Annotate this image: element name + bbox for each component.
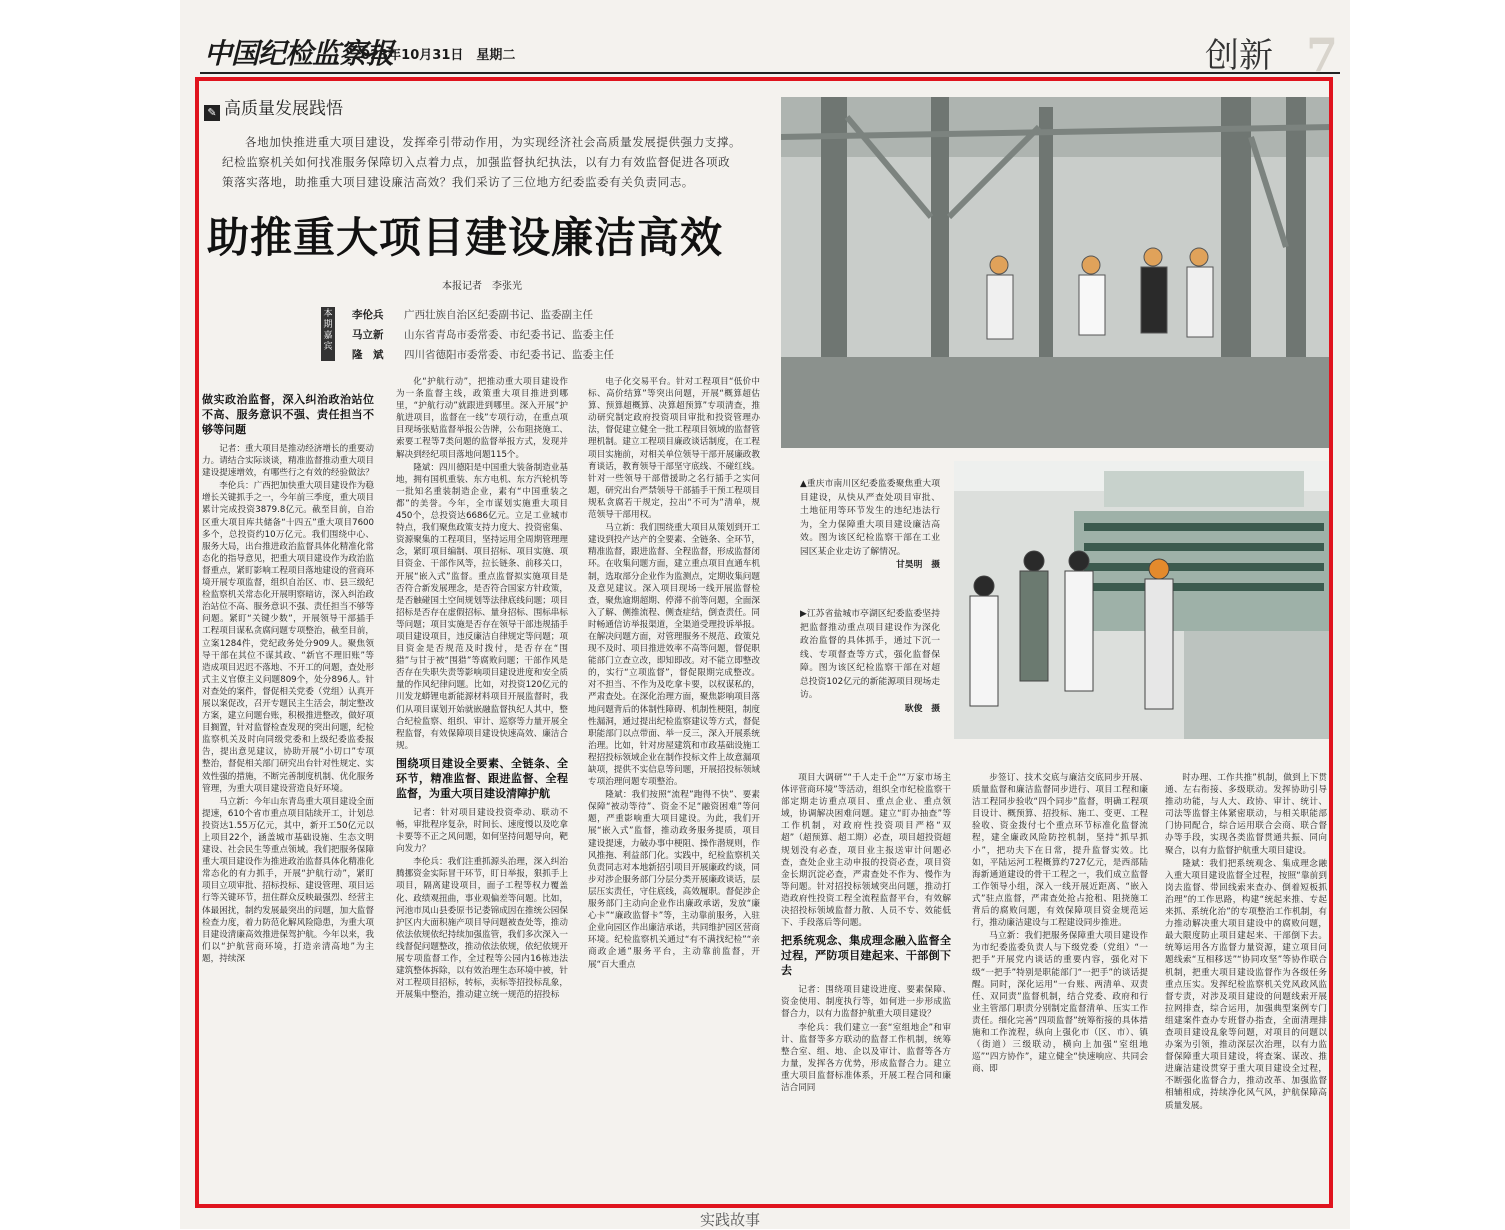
guest-name: 隆 斌 <box>352 349 384 361</box>
paragraph: 电子化交易平台。针对工程项目“低价中标、高价结算”等突出问题，开展“概算超估算、预算超概算、决算超预算”专项清查，推动研究制定政府投资项目审批和投资管理办法，督促建立健全一批工程项目领域的监督管理机制。建立工程项目廉政谈话制度，在工程项目实施前，对相关单位领导干部开展廉政教育谈话，教育领导干部坚守底线、不碰红线。针对一些领导干部借援助之名行插手之实问题，研究出台严禁领导干部插手干预工程项目规私贪腐若干规定，拉出“不可为”清单，规范领导干部用权。 <box>588 377 760 521</box>
paragraph: 隆斌：四川德阳是中国重大装备制造业基地，拥有国机重装、东方电机、东方汽轮机等一批知名重装制造企业，素有“中国重装之都”的美誉。今年，全市谋划实施重大项目450个，总投资达6686亿元。立足工业城市特点，我们聚焦政策支持力度大、投资密集、资源聚集的工程项目，坚持运用全周期管理理念，紧盯项目编制、项目招标、项目实施、项目资金、干部作风等，拉长链条、前移关口，开展“嵌入式”监督。重点监督拟实施项目是否符合新发展理念，是否符合国家方针政策，是否触碰国土空间规划等法律底线问题；项目招标是否存在虚假招标、量身招标、围标串标等问题；项目实施是否存在领导干部违规插手项目建设项目，违反廉洁自律规定等问题；项目资金是否规范及时拨付，是否存在“围猎”与甘于被“围猎”等腐败问题；干部作风是否存在失职失责等影响项目建设进度和安全质量的作风纪律问题。比如，对投资120亿元的川发龙蟒锂电新能源材料项目开展监督时，我们从项目谋划开始就嵌融监督执纪人其中，整合纪检监察、组织、审计、巡察等力量开展全程监督，有效保障项目建设快速高效、廉洁合规。 <box>396 462 568 751</box>
column-tag-label: 高质量发展践悟 <box>224 99 343 119</box>
caption-text: ▶江苏省盐城市亭湖区纪委监委坚持把监督推动重点项目建设作为深化政治监督的具体抓手，通过下沉一线、专项督查等方式，强化监督保障。图为该区纪检监察干部在对超总投资102亿元的新能源项目现场走访。 <box>800 609 940 700</box>
photo-credit: 耿俊 摄 <box>904 703 940 714</box>
byline: 本报记者 李张光 <box>442 281 522 292</box>
issue-date: 2023年10月31日 星期二 <box>352 48 516 63</box>
paragraph: 李伦兵：我们注重抓源头治理，深入纠治腾挪资金实际冒干环节，盯日举报，狠抓手上项目，隔离建设项目，面子工程等权力覆盖化、政绩观扭曲，事业观偏差等问题。比如，河池市凤山县委原书记娄锦成因在推统公园保护区内大面积施产项目导问题被查处等，推动依法依规依纪持续加强监管，我们多次深入一线督促问题整改，推动依法依规，依纪依规开展专项监督工作，全过程等公园内16栋违法建筑整体拆除，以有效治理生态环境中被，针对工程项目招标，转标，卖标等招投标乱象，开展集中整治，推动建立统一规范的招投标 <box>396 857 568 1001</box>
paragraph: 记者：针对项目建设投资牵动、联动不畅，审批程序复杂，时间长、速度慢以及吃拿卡要等不正之风问题，如何坚持问题导向，靶向发力？ <box>396 807 568 855</box>
paragraph: 步签订、技术交底与廉洁交底同步开展、质量监督和廉洁监督同步进行、项目工程和廉洁工程同步验收“四个同步”监督，明确工程项目设计、概预算、招投标、施工、变更、工程验收、资金拨付七个重点环节标准化监督流程，建全廉政风险防控机制，坚持“抓早抓小”，把功夫下在日常，提升监督实效。比如，平陆运河工程概算约727亿元，是西部陆海新通道建设的骨干工程之一，我们成立监督工作领导小组，深入一线开展近距离、“嵌入式”驻点监督，严肃查处抢占抢租、阻挠施工背后的腐败问题，有效保障项目资金规范运行，推动廉洁建设与工程建设同步推进。 <box>972 773 1148 929</box>
paragraph: 化“护航行动”，把推动重大项目建设作为一条监督主线，政策重大项目推进到哪里，“护航行动”就跟进到哪里。深入开展“护航进项目，监督在一线”专项行动，在重点项目现场张贴监督举报公告牌，公布阻挠施工、索要工程等7类问题的监督举报方式，发现并解决到经纪项目落地问题115个。 <box>396 377 568 460</box>
paragraph: 记者：重大项目是推动经济增长的重要动力。请结合实际谈谈，精准监督推动重大项目建设提速增效，有哪些行之有效的经验做法？ <box>202 444 374 479</box>
paragraph: 马立新：今年山东青岛重大项目建设全面提速，610个省市重点项目陆续开工，计划总投资达1.55万亿元，其中，新开工50亿元以上项目22个，涵盖城市基础设施、生态文明建设、社会民生等重点领域。我们把服务保障重大项目建设作为推进政治监督具体化精准化常态化的有力抓手，开展“护航行动”，紧盯项目立项审批、招标投标、建设管理、项目运行等关键环节，扭住群众反映最强烈、经营主体最困扰，制约发展最突出的问题，加大监督检查力度，着力防范化解风险隐患，为重大项目建设清廉高效推进保驾护航。今年以来，我们以“护航营商环境，打造亲清高地”为主题，持续深 <box>202 796 374 964</box>
paragraph: 马立新：我们把服务保障重大项目建设作为市纪委监委负责人与下级党委（党组）“一把手”开展党内谈话的重要内容，强化对下级“一把手”特别是职能部门“一把手”的谈话提醒。同时，深化运用“一台账、两清单、双责任、双同责”监督机制，结合党委、政府和行业主管部门职责分别制定监督清单、压实工作责任。细化完善“四项监督”统筹衔接的具体措施和工作流程，纵向上强化市（区、市）、镇（街道）三级联动，横向上加强“室组地巡”“四方协作”，建立健全“快速响应、共同会商、即 <box>972 931 1148 1075</box>
masthead <box>200 28 1340 82</box>
paragraph: 记者：围绕项目建设进度、要素保障、资金使用、制度执行等，如何进一步形成监督合力，以有力监督护航重大项目建设？ <box>781 985 951 1020</box>
caption-text: ▲重庆市南川区纪委监委聚焦重大项目建设，从快从严查处项目审批、土地征用等环节发生的违纪违法行为，全力保障重大项目建设廉洁高效。图为该区纪检监察干部在工业园区某企业走访了解情况。 <box>800 479 940 557</box>
section-subhead: 围绕项目建设全要素、全链条、全环节，精准监督、跟进监督、全程监督，为重大项目建设清障护航 <box>396 756 568 800</box>
highlight-frame <box>195 77 1333 1208</box>
photo-credit: 甘昊明 摄 <box>896 560 940 570</box>
column-icon: ✎ <box>204 105 220 121</box>
guests-label: 本期嘉宾 <box>321 307 335 361</box>
next-section-label: 实践故事 <box>700 1211 761 1229</box>
paragraph: 马立新：我们围绕重大项目从策划到开工建设到投产达产的全要素、全链条、全环节，精准监督，跟进监督、全程监督，形成监督闭环。在收集问题方面，建立重点项目直通车机制，选取部分企业作为监测点，定期收集问题及意见建议。深入项目现场一线开展监督检查，聚焦逾期超期、停滞不前等问题，全面深入了解、侧推流程、侧查症结，倒查责任。同时畅通信访举报渠道，全渠道受理投诉举报。在解决问题方面，对管理服务不规范、政策兑现不及时、项目推进效率不高等问题，督促职能部门立查立改，即知即改。对不能立即整改的，实行“立项监督”，督促限期完成整改。对不担当、不作为及吃拿卡要，以权谋私的，严肃查处。在深化治理方面，聚焦影响项目落地问题背后的体制性障碍、机制性梗阻，制度性漏洞，通过提出纪检监察建议等方式，督促职能部门以点带面、举一反三，深入开展系统治理。比如，针对房屋建筑和市政基础设施工程招投标领域企业在制作投标文件上故意漏项缺项，提供不实信息等问题，开展招投标领域专项治理问题专项整治。 <box>588 523 760 788</box>
section-subhead: 做实政治监督，深入纠治政治站位不高、服务意识不强、责任担当不够等问题 <box>202 393 374 436</box>
page-number: 7 <box>1306 28 1339 82</box>
guest-name: 马立新 <box>352 329 384 341</box>
section-name: 创新 <box>1205 36 1273 76</box>
guest-name: 李伦兵 <box>352 309 384 321</box>
paragraph: 李伦兵：我们建立一套“室组地企”和审计、监督等多方联动的监督工作机制，统筹整合室、组、地、企以及审计、监督等各方力量，发挥各方优势，形成监督合力。建立重大项目监督标准体系，开展工程合同和廉洁合同同 <box>781 1022 951 1093</box>
lead-paragraph: 各地加快推进重大项目建设，发挥牵引带动作用，为实现经济社会高质量发展提供强力支撑。纪检监察机关如何找准服务保障切入点着力点，加强监督执纪执法，以有力有效监督促进各项政策落实落地，助推重大项目建设廉洁高效？我们采访了三位地方纪委监委有关负责同志。 <box>222 135 742 189</box>
paragraph: 李伦兵：广西把加快重大项目建设作为稳增长关键抓手之一，今年前三季度，重大项目累计完成投资3879.8亿元。截至目前，自治区重大项目库共储备“十四五”重大项目7600多个，总投资约10万亿元。我们围绕中心、服务大局，出台推进政治监督具体化精准化常态化的指导意见，把重大项目建设作为政治监督重点，紧盯影响工程项目落地建设的营商环境开展专项监督，组织自治区、市、县三级纪检监察机关常态化开展明察暗访，深入纠治政治站位不高、服务意识不强、责任担当不够等问题。紧盯“关键少数”，开展领导干部插手工程项目谋私贪腐问题专项整治，截至目前，立案1284件，党纪政务处分909人。聚焦领导干部在其位不谋其政、“新官不理旧账”等造成项目迟迟不落地、不开工的问题，查处形式主义官僚主义问题809个，处分896人。针对查处的案件，督促相关党委（党组）认真开展以案促改，召开专题民主生活会，制定整改方案，建立问题台账，积极推进整改，做好项目搁置，针对监督检查发现的突出问题，纪检监察机关及时向同级党委和上级纪委监委报告，提出意见建议，协助开展“小切口”专项整治，督促相关部门研究出台针对性规定、实效性强的措施，不断完善制度机制、优化服务管理，为重大项目建设营造良好环境。 <box>202 481 374 794</box>
guest-title: 四川省德阳市委常委、市纪委书记、监委主任 <box>404 349 614 361</box>
paragraph: 时办理、工作共推”机制，做到上下贯通、左右衔接、多级联动。发挥协助引导推动功能，与人大、政协、审计、统计、司法等监督主体紧密联动，与相关职能部门协同配合，综合运用联合会商、联合督办等手段，实现各类监督贯通共振、同向聚合，以有力监督护航重大项目建设。 <box>1165 773 1327 856</box>
paragraph: 隆斌：我们把系统观念、集成理念融入重大项目建设监督全过程，按照“靠前到岗去监督、带回线索来查办、倒着短板抓治理”的工作思路，构建“统起来推、专起来抓、系统化治”的专项整治工作机制，有力推动解决重大项目建设中的腐败问题，最大限度防止项目建起来、干部倒下去。统筹运用各方监督力量资源，建立项目问题线索“互相移送”“协同攻坚”等协作联合机制，把重大项目建设监督作为各级任务重点压实。发挥纪检监察机关党风政风监督专责，对涉及项目建设的问题线索开展拉网排查，综合运用，加强典型案例专门组建案件查办专班督办指查，全面清理排查项目建设乱象等问题，对项目的问题以办案为引领，推动深层次治理，以有力监督保障重大项目建设，将查案、谋改、推进廉洁建设贯穿于重大项目建设全过程，不断强化监督合力，推动改革、加强监督相辅相成，持续净化风气风，护航保障高质量发展。 <box>1165 858 1327 1111</box>
article-headline: 助推重大项目建设廉洁高效 <box>207 213 724 262</box>
guest-title: 山东省青岛市委常委、市纪委书记、监委主任 <box>404 329 614 341</box>
paragraph: 隆斌：我们按照“流程”跑得不快”、要素保障“被动等待”、资金不足“融资困难”等问题，严重影响重大项目建设。为此，我们开展“嵌入式”监督，推动政务服务提质，项目建设提速，力破办事中梗阻、操作潜规则，作风推拖、利益部门化。实践中，纪检监察机关负责同志对本地新招引项目开展廉政约谈，同步对涉企服务部门分层分类开展廉政谈话，层层压实责任，守住底线，高效履职。督促涉企服务部门主动向企业作出廉政承诺，发放“廉心卡”“廉政监督卡”等，主动靠前服务，入驻企业向园区作出廉洁承诺，共同维护园区营商环境。纪检监察机关通过“有不满找纪检”“亲商政企通”服务平台，主动靠前监督，开展“百大重点 <box>588 790 760 970</box>
newspaper-logo: 中国纪检监察报 <box>204 37 394 70</box>
paragraph: 项目大调研”“千人走千企”“万家市场主体评营商环境”等活动，组织全市纪检监察干部定期走访重点项目、重点企业、重点领域，协调解决困难问题。建立“盯办抽查”等工作机制，对政府性投资项目严格“双超”（超预算、超工期）必查，项目超投资超规划没有必查，项目业主报送审计问题必查，查处企业主动申报的投资必查，项目资金长期沉淀必查，严肃查处不作为、慢作为等问题。针对招投标领域突出问题，推动打造政府性投资工程全流程监督平台，有效解决招投标领域监督力散、人员不专、效能低下、手段落后等问题。 <box>781 773 951 929</box>
section-subhead: 把系统观念、集成理念融入监督全过程，严防项目建起来、干部倒下去 <box>781 934 951 978</box>
guest-title: 广西壮族自治区纪委副书记、监委副主任 <box>404 309 593 321</box>
